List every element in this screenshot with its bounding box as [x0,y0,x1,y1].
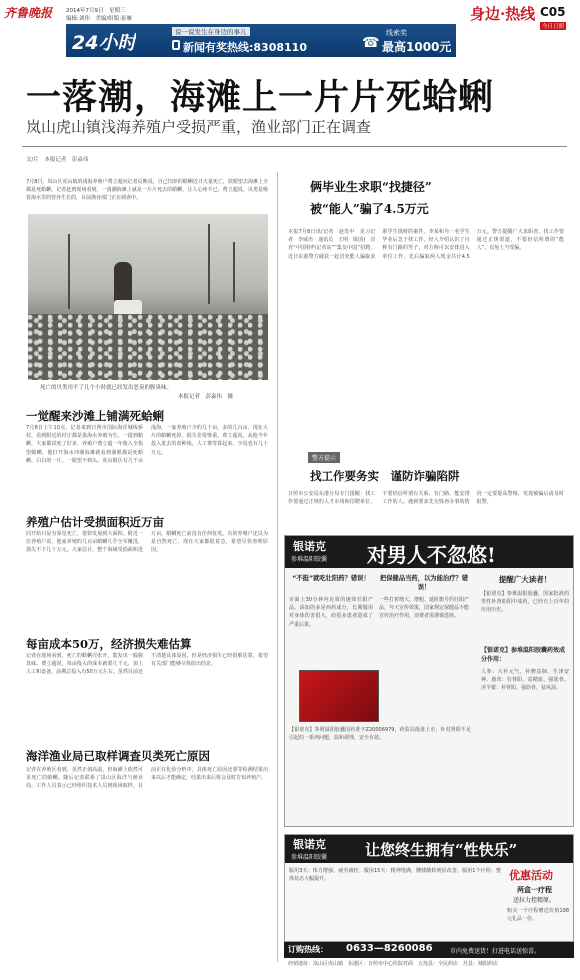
promo-sub: 两盒一疗程 [517,886,552,894]
ad-brand-sub: 参堆温阳胶囊 [291,556,328,563]
ad-address: 经销地址：岚山区虎山镇 东港区：日照市中心医院对面 五莲县：全民药店 莒县：城阳药店 [288,961,499,967]
order-phone[interactable]: 0633—8260086 [346,943,433,954]
section-1-title: 一觉醒来沙滩上铺满死蛤蜊 [26,409,164,423]
ad-slogan: 对男人不忽悠! [367,543,496,567]
section-1-body: 7月8日上午10点，记者来到日照市国际海洋城线桥村，看到附近的村庄都是靠海水养殖为生。一提到蛤蜊，大家都说死了好多。养殖户费立超一年收入全指望蛤蜊，他打开海水冲刷海滩就看到满眼都是死蛤蜊，白白的一片，一眼望不到头。虎山镇区有几千亩浅海，一家养殖户少的几十亩，多的几百亩，现在大片的蛤蜊死掉，损失非常惨重。费立超说，从他今年投入进去的苗种钱、人工费等算起来，少说也有几十万元。 [26,425,268,464]
ad-bottom-header [285,835,573,863]
scam-body: 本报7月8日讯(记者 赵发中 见习记者 李威杰 通讯员 王明 陈国) 冒充“中国特约记者站”“集友中国”招聘，近日东港警方破获一起冒充能人骗取求职学生钱财的案件。李某和另一名学生毕业后急于找工作，经人介绍认识了自称有门路的男子，对方称可以安排进入单位工作，先后骗取两人现金共计4.5万元。警方提醒广大求职者，找工作要通过正规渠道，不要轻信所谓的“能人”，以免上当受骗。 [288,229,564,260]
ad-col3-title: 提醒广大读者！ [498,575,552,584]
today-tag: 今日日照 [542,24,565,30]
telephone-icon: ☎ [362,35,380,51]
hotline-sub1: 说一说发生在身边的事儿 [172,27,250,36]
order-note: 市内免费送货！打进电话送惊喜。 [450,948,541,955]
pole [233,242,235,302]
ad-sub-left: 【银诺克】参堆温阳胶囊国药准字Z20006979，药监局批准上市，针对肾阳不足引起的一系列问题，温和调理，安全有效。 [289,727,471,742]
page-number: C05 [540,5,566,19]
order-label: 订购热线： [288,945,328,954]
ad-brand: 银诺克 [293,540,326,553]
main-headline: 一落潮，海滩上一片片死蛤蜊 [26,77,495,118]
pole [68,234,70,309]
hotline-bar [66,24,456,57]
scam-title-2: 被“能人”骗了4.5万元 [310,202,429,216]
ad-bottom-slogan: 让您终生拥有“性快乐” [365,841,518,859]
photo-credit: 本报记者 彭淼伟 摄 [178,394,234,400]
ad-sub-title: 【银诺克】参堆温阳胶囊药效成分作用： [481,647,566,663]
ad-bottom [284,834,574,942]
product-box-image [299,670,379,722]
ad-col1-title: “不挺”就吃壮阳药？错误！ [292,575,370,582]
promo-desc: 送拉力控精原。 [513,897,556,904]
ad-col1-body: 市面上30分钟内见效的速效壮阳产品，添加的多是西药成分，长期服用对身体伤害很大，给很多患者造成了严重后果。 [289,597,373,628]
prize-value: 最高1000元 [382,40,452,54]
dead-clams [28,314,268,380]
alert-tag: 警方提示 [308,452,340,463]
ad-col2-title: 把保健品当药，以为能治疗？错误！ [379,575,469,591]
phone-icon [172,40,180,50]
ad-top-header [285,536,573,568]
section-name: 身边·热线 [470,5,536,23]
byline: 文/片 本报记者 彭淼伟 [26,157,89,163]
pole [208,224,210,304]
section-3-title: 每亩成本50万，经济损失难估算 [26,637,192,651]
section-4-body: 记者在养殖区看到，虽然正值高温，但海滩上依然可见死亡的蛤蜊。随后记者联系了岚山区海洋与渔业局，工作人员表示已经组织技术人员到现场取样，目前正在化验分析中，具体死亡原因还要等检测结果出来以后才能确定，结果出来后将会及时告知养殖户。 [26,767,268,790]
person-figure [114,262,132,304]
section-3-body: 记者在现场看到，死亡的蛤蜊壳张开，散发出一股腥臭味。费立超说，每亩投入的成本就要几千元，加上人工和设备，前期总投入有50万元左右。虽然目前还不清楚具体原因，但是经济损失已经很难估算，希望有关部门能够尽快给出结论。 [26,653,268,676]
section-4-title: 海洋渔业局已取样调查贝类死亡原因 [26,749,210,763]
news-photo [28,214,268,380]
ad-top [284,535,574,827]
scam-title-1: 俩毕业生求职“找捷径” [310,180,432,194]
editor-line: 编辑:刘伟 美编/组版:崔雁 [66,16,133,22]
hotline-24h: 24小时 [72,32,137,54]
promo-detail: 购买一个疗程赠送价值198元礼品一份。 [507,908,569,923]
ad-sub-body: 人参：大补元气，补脾益肺，生津安神。鹿茸：壮肾阳，益精血，强筋骨。淫羊藿：补肾阳，强筋骨，祛风湿。 [481,669,569,692]
alert-body: 日照市公安局东港分局专门提醒：找工作要通过正规的人才市场和招聘单位，不要轻信所谓有关系、有门路、能安排工作的人。遇到要求先交钱再办事的情况一定要提高警惕，发现被骗后请及时报警。 [288,491,564,506]
main-subtitle: 岚山虎山镇浅海养殖户受损严重，渔业部门正在调查 [26,118,372,136]
order-bar [284,942,574,958]
prize-label: 线索奖 [386,29,407,37]
newspaper-logo: 齐鲁晚报 [4,6,53,20]
section-2-title: 养殖户估计受损面积近万亩 [26,515,164,529]
date-line: 2014年7月9日 星期三 [66,8,126,14]
ad-col3-body: 【银诺克】参堆温阳胶囊，国家批准的男性补肾助阳中成药，已经有上百年的应用历史。 [481,591,569,614]
section-2-body: 同开始只是有零星死亡，很快发展到大面积。附近一位养殖户说，他家养殖的几百亩蛤蜊几乎全军覆没，损失不下几十万元。大家估计，整个海域受损面积近万亩。蛤蜊死亡前没有任何征兆，有的养殖户还以为是自然死亡，现在大家都很着急，希望尽快查明原因。 [26,531,268,554]
ad-bottom-list: 服用3天：体力增强，疲劳减轻。服用15天：精神饱满，腰膝酸软明显改善。服用1个疗程：整体状态大幅提升。 [289,868,501,883]
ad-bottom-brand-sub: 参堆温阳胶囊 [291,854,328,861]
ad-bottom-brand: 银诺克 [293,838,326,851]
alert-title: 找工作要务实 谨防诈骗陷阱 [310,469,460,483]
photo-caption: 死亡的贝类用不了几个小时就已经发出恶臭的腥臭味。 [40,385,173,391]
lead-paragraph: 7月8日，岚山区虎山镇的浅海养殖户费立超向记者反映说，自己饲养的蛤蜊近日大量死亡，放眼望去海滩上全都是死蛤蜊。记者赶到现场看到，一落潮海滩上就是一片片死去的蛤蜊，让人心疼不已。费立超说，贝类是吸着海水里的营养生长的，目前渔业部门正在调查中。 [26,179,268,202]
ad-col2-body: 一些打着增大、增粗、延时旗号的壮阳产品，夸大宣传效果，国家规定保健品不能宣传治疗作用，消费者需谨慎选择。 [379,597,469,620]
hotline-sub2: 新闻有奖热线:8308110 [183,41,307,54]
promo-title: 优惠活动 [509,869,553,882]
